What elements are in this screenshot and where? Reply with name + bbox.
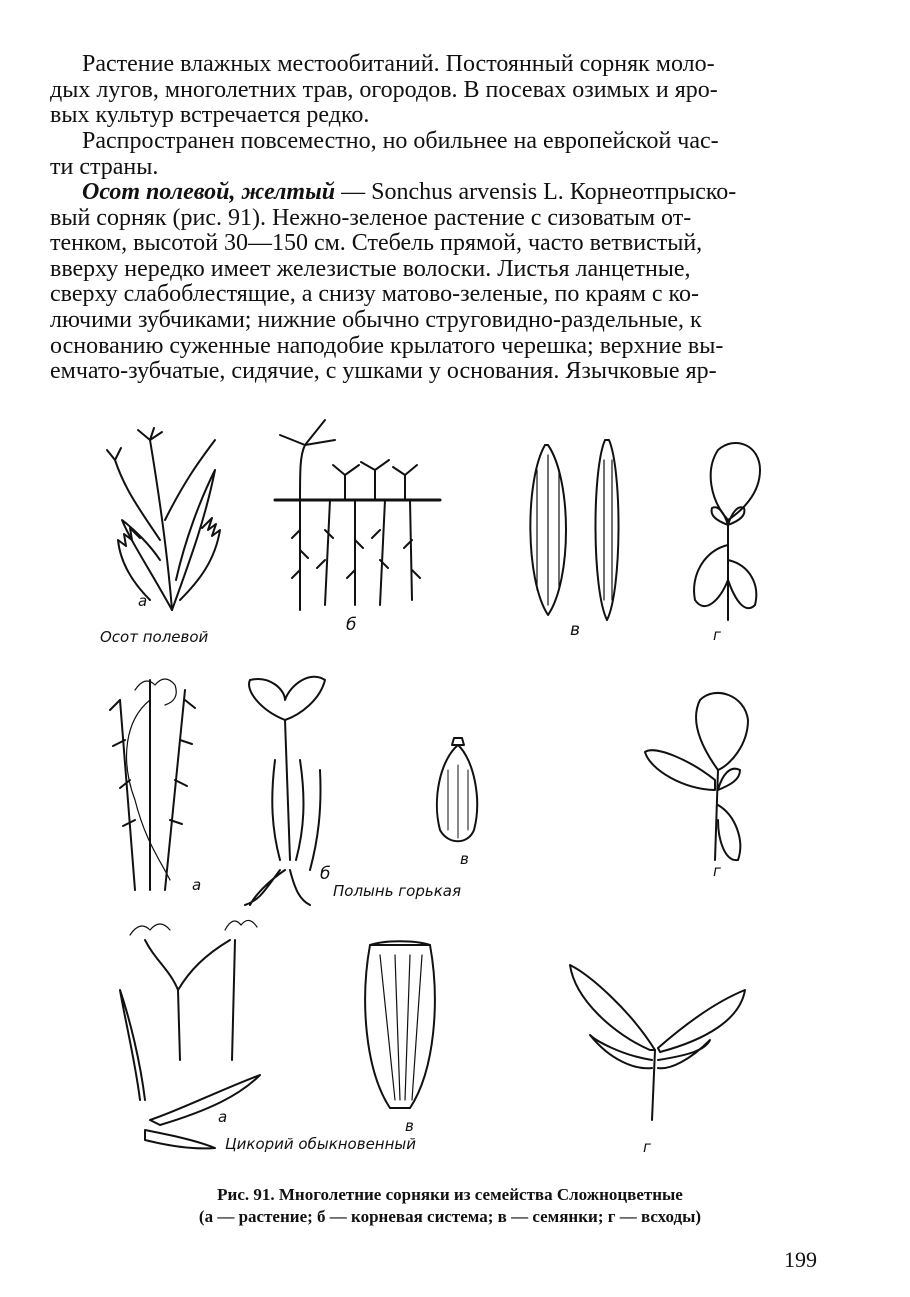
text-line: ти страны. [50, 153, 159, 180]
label-r2-b: б [320, 864, 331, 884]
text-line: лючими зубчиками; нижние обычно струговидно-раздельные, к [50, 306, 702, 333]
label-chicory: Цикорий обыкновенный [225, 1135, 417, 1153]
sow-thistle-seedling-drawing [694, 443, 760, 620]
chicory-achene-drawing [365, 941, 435, 1108]
species-term: Осот полевой, желтый [82, 179, 336, 205]
sow-thistle-achenes-drawing [530, 440, 618, 620]
label-r1-v: в [570, 620, 581, 640]
wormwood-achene-drawing [437, 738, 477, 841]
figure-caption [100, 1184, 800, 1228]
text-line: основанию суженные наподобие крылатого черешка; верхние вы- [50, 332, 724, 359]
text-fragment: — Sonchus arvensis L. Корнеотпрыско- [335, 179, 737, 205]
label-r1-a: а [138, 592, 148, 610]
caption-line: (а — растение; б — корневая система; в — семянки; г — всходы) [198, 1207, 702, 1226]
sow-thistle-plant-drawing [107, 428, 220, 610]
label-r2-v: в [460, 850, 469, 868]
text-line: дых лугов, многолетних трав, огородов. В посевах озимых и яро- [50, 76, 718, 103]
chicory-plant-drawing [120, 920, 260, 1148]
label-r2-g: г [713, 862, 721, 880]
label-r3-a: а [218, 1108, 228, 1126]
wormwood-plant-drawing [110, 679, 195, 890]
label-r2-a: а [192, 876, 202, 894]
label-wormwood: Полынь горькая [333, 882, 461, 900]
text-line: сверху слабоблестящие, а снизу матово-зеленые, по краям с ко- [50, 281, 699, 308]
label-r3-v: в [405, 1117, 414, 1135]
label-r3-g: г [643, 1138, 651, 1156]
sow-thistle-root-system-drawing [275, 420, 440, 610]
text-line: Растение влажных местообитаний. Постоянный сорняк моло- [82, 51, 715, 77]
wormwood-seedling-drawing [645, 693, 748, 860]
text-line: емчато-зубчатые, сидячие, с ушками у основания. Язычковые яр- [50, 358, 717, 385]
label-sow-thistle: Осот полевой [100, 628, 209, 646]
text-line: Распространен повсеместно, но обильнее на европейской час- [82, 128, 719, 154]
text-line: вых культур встречается редко. [50, 102, 370, 129]
text-line: вый сорняк (рис. 91). Нежно-зеленое растение с сизоватым от- [50, 204, 692, 231]
page-number: 199 [784, 1247, 817, 1272]
label-r1-b: б [346, 615, 357, 635]
chicory-seedling-drawing [570, 965, 745, 1120]
text-line: тенком, высотой 30—150 см. Стебель прямой, часто ветвистый, [50, 230, 703, 257]
label-r1-g: г [713, 626, 721, 644]
wormwood-root-system-drawing [245, 677, 325, 905]
caption-line: Рис. 91. Многолетние сорняки из семейства Сложноцветные [217, 1185, 683, 1204]
text-line: вверху нередко имеет железистые волоски. Листья ланцетные, [50, 255, 691, 282]
